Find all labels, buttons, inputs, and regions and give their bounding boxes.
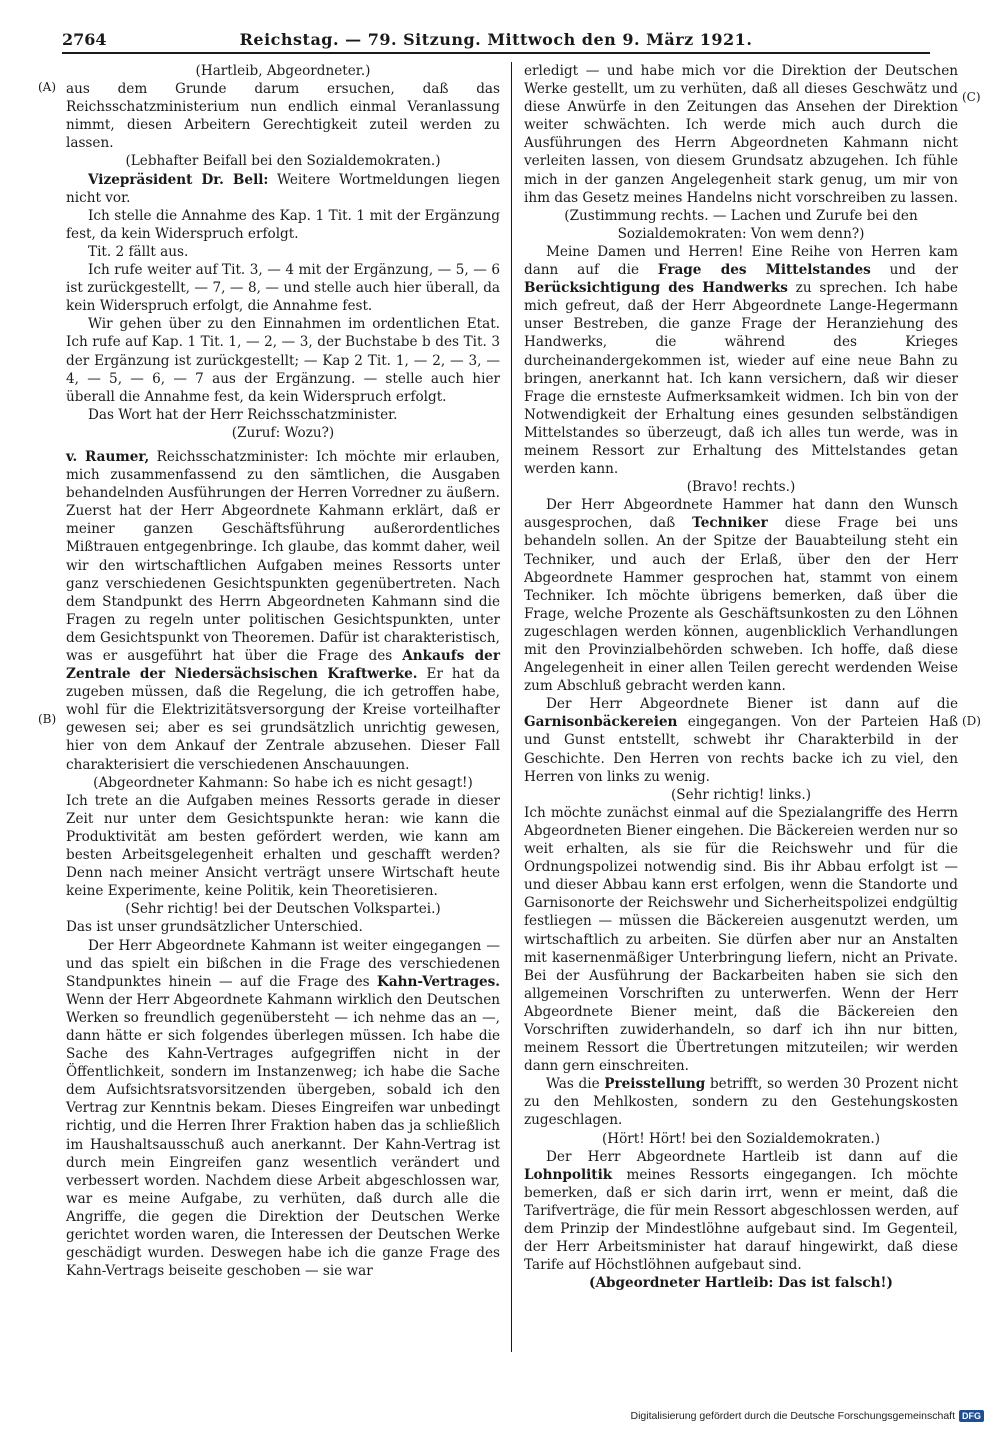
paragraph: aus dem Grunde darum ersuchen, daß das Reichsschatzministerium nun endlich einmal Veranlassung nimmt, diesen Arbeitern Gerechtigkeit zuteil werden zu lassen. [66,81,500,152]
paragraph: Ich stelle die Annahme des Kap. 1 Tit. 1 mit der Ergänzung fest, da kein Widerspruch erfolgt. [66,207,500,242]
emphasis: Berücksichtigung des Handwerks [524,280,788,297]
header-title: Reichstag. — 79. Sitzung. Mittwoch den 9. März 1921. [239,30,753,49]
paragraph: Vizepräsident Dr. Bell: Weitere Wortmeldungen liegen nicht vor. [66,171,500,206]
paragraph: Meine Damen und Herren! Eine Reihe von Herren kam dann auf die Frage des Mittelstandes und der Berücksichtigung des Handwerks zu sprechen. Ich habe mich gefreut, daß der Herr Abgeordnete Lange-Hegermann unser Bestreben, die ganze Frage der Heranziehung des Handwerks, die während des Krieges durcheinandergekommen ist, wieder auf eine neue Bahn zu bringen, anerkannt hat. Ich kann versichern, daß wir dieser Frage die ernsteste Aufmerksamkeit widmen. Ich bin von der Notwendigkeit der Erhaltung eines gesunden selbständigen Mittelstandes so überzeugt, daß ich alles tun werde, was in meinem Ressort zur Erhaltung des Mittelstandes getan werden kann. [524,243,958,478]
paragraph: Der Herr Abgeordnete Hartleib ist dann auf die Lohnpolitik meines Ressorts eingegangen. Ich möchte bemerken, daß er sich darin irrt, wenn er meint, daß die Tarifverträge, die für mein Ressort abgeschlossen werden, auf dem Prinzip der Mindestlöhne aufgebaut sind. Im Gegenteil, der Herr Arbeitsminister hat darauf hingewirkt, daß diese Tarife auf Höchstlöhnen aufgebaut sind. [524,1148,958,1274]
interjection: (Abgeordneter Hartleib: Das ist falsch!) [589,1275,893,1292]
paragraph: erledigt — und habe mich vor die Direktion der Deutschen Werke gestellt, um zu verhüten, daß all dieses Geschwätz und diese Anwürfe in den Zeitungen das Ansehen der Direktion weiter schwächten. Ich werde mich auch durch die Ausführungen des Herrn Abgeordneten Kahmann nicht verleiten lassen, von diesem Grundsatz abzugehen. Ich fühle mich in der ganzen Angelegenheit stark genug, um mir von ihm das Gesetz meines Handelns nicht vorschreiben zu lassen. [524,63,958,206]
margin-marker-a: (A) [38,80,57,94]
dfg-logo-icon: DFG [959,1410,984,1422]
speaker-name: v. Raumer, [66,448,150,465]
paragraph: Ich trete an die Aufgaben meines Ressorts gerade in dieser Zeit nur unter dem Gesichtspunkte heran: wie kann die Produktivität am besten gefördert werden, wie kann am besten Arbeitsgelegenheit erhalten und geschafft werden? Denn nach meiner Ansicht verträgt unsere Wirtschaft heute keine Experimente, keine Politik, kein Theoretisieren. [66,792,500,900]
paragraph: Tit. 2 fällt aus. [88,243,189,260]
emphasis: Frage des Mittelstandes [657,262,871,279]
margin-marker-c: (C) [962,90,981,104]
left-column [66,62,500,1280]
page-number: 2764 [62,30,107,49]
emphasis: Kahn-Vertrages. [377,973,500,990]
paragraph: Das Wort hat der Herr Reichsschatzminister. [88,406,398,423]
margin-marker-b: (B) [38,712,57,726]
emphasis: Lohnpolitik [524,1166,613,1183]
paragraph: v. Raumer, Reichsschatzminister: Ich möchte mir erlauben, mich zusammenfassend zu den sämtlichen, die Ausgaben behandelnden Ausführungen der Herren Vorredner zu äußern. Zuerst hat der Herr Abgeordnete Kahmann erklärt, daß er meiner ganzen Geschäftsführung außerordentliches Mißtrauen entgegenbringe. Ich glaube, das kommt daher, weil wir den wirtschaftlichen Aufgaben meines Ressorts unter ganz verschiedenen Gesichtspunkten gegenübertreten. Nach dem Standpunkt des Herrn Abgeordneten Kahmann sind die Fragen zu regeln unter politischen Gesichtspunkten, unter dem Gesichtspunkt von Theoremen. Dafür ist charakteristisch, was er ausgeführt hat über die Frage des Ankaufs der Zentrale der Niedersächsischen Kraftwerke. Er hat da zugeben müssen, daß die Regelung, die ich getroffen habe, wohl für die Elektrizitätsversorgung der Kreise vorteilhafter gewesen sei; aber es sei grundsätzlich unrichtig gewesen, hier von dem Ankauf der Zentrale abzusehen. Dieser Fall charakterisiert die verschiedenen Anschauungen. [66,448,501,773]
right-column [524,62,958,1292]
paragraph: Der Herr Abgeordnete Biener ist dann auf die Garnisonbäckereien eingegangen. Von der Parteien Haß und Gunst entstellt, schwebt ihr Charakterbild in der Geschichte. Den Herren von rechts backe ich zu viel, den Herren von links zu wenig. [524,696,958,785]
paragraph: Ich möchte zunächst einmal auf die Spezialangriffe des Herrn Abgeordneten Biener eingehen. Die Bäckereien werden nur so weit erhalten, als sie für die Reichswehr und für die Ordnungspolizei notwendig sind. Bis ihr Abbau erfolgt ist — und dieser Abbau kann erst erfolgen, wenn die Standorte und Garnisonorte der Reichswehr und Sicherheitspolizei endgültig festliegen — müssen die Bäckereien ausgenutzt werden, um wirtschaftlich zu arbeiten. Sie dürfen aber nur an Anstalten mit kasernenmäßiger Unterbringung liefern, nicht an Private. Bei der Ausführung der Backarbeiten haben sie sich den allgemeinen Vorschriften zu unterwerfen. Wenn der Herr Abgeordnete Biener meint, daß die Bäckereien den Vorschriften zuwiderhandeln, so darf ich ihn nur bitten, meinem Ressort die Übertretungen mitzuteilen; wir werden dann gern einschreiten. [524,804,958,1075]
footer-credit: Digitalisierung gefördert durch die Deutsche Forschungsgemeinschaft [630,1410,955,1422]
emphasis: Preisstellung [604,1076,706,1093]
page-header [62,28,930,54]
interjection: (Zuruf: Wozu?) [231,424,335,441]
margin-marker-d: (D) [962,714,981,728]
footer [630,1410,984,1422]
interjection: (Sehr richtig! links.) [670,786,812,803]
interjection: (Hört! Hört! bei den Sozialdemokraten.) [601,1130,881,1147]
paragraph: Wir gehen über zu den Einnahmen im ordentlichen Etat. Ich rufe auf Kap. 1 Tit. 1, — 2, — 3, der Buchstabe b des Tit. 3 der Ergänzung ist zurückgestellt; — Kap 2 Tit. 1, — 2, — 3, — 4, — 5, — 6, — 7 aus der Ergänzung. — stelle auch hier überall die Annahme fest, da kein Widerspruch erfolgt. [66,316,500,405]
column-divider [511,62,512,1352]
speaker-name: Vizepräsident Dr. Bell: [88,171,269,188]
interjection: (Bravo! rechts.) [686,479,796,496]
paragraph: Was die Preisstellung betrifft, so werden 30 Prozent nicht zu den Mehlkosten, sondern zu den Gestehungskosten zugeschlagen. [524,1076,959,1129]
emphasis: Techniker [692,515,768,532]
interjection: (Abgeordneter Kahmann: So habe ich es nicht gesagt!) [93,774,473,791]
interjection: (Lebhafter Beifall bei den Sozialdemokraten.) [125,153,441,170]
interjection: (Sehr richtig! bei der Deutschen Volkspartei.) [125,901,441,918]
speaker-continuation: (Hartleib, Abgeordneter.) [195,63,371,79]
emphasis: Ankaufs der Zentrale der Niedersächsischen Kraftwerke. [66,648,500,683]
paragraph: Der Herr Abgeordnete Hammer hat dann den Wunsch ausgesprochen, daß Techniker diese Frage bei uns behandeln sollen. An der Spitze der Bauabteilung steht ein Techniker, und auch der Erlaß, über den der Herr Abgeordnete Hammer gesprochen hat, stammt von einem Techniker. Ich möchte übrigens bemerken, daß über die Frage, welche Prozente als Geschäftsunkosten zu den Löhnen zugeschlagen werden können, augenblicklich Verhandlungen mit den Provinzialbehörden schweben. Ich hoffe, daß diese Angelegenheit in einer allen Teilen gerecht werdenden Weise zum Abschluß gebracht werden kann. [524,497,958,695]
paragraph: Ich rufe weiter auf Tit. 3, — 4 mit der Ergänzung, — 5, — 6 ist zurückgestellt, — 7, — 8, — und stelle auch hier überall, da kein Widerspruch erfolgt, die Annahme fest. [66,262,500,315]
emphasis: Garnisonbäckereien [524,714,678,731]
interjection: (Zustimmung rechts. — Lachen und Zurufe bei den Sozialdemokraten: Von wem denn?) [564,207,918,242]
paragraph: Der Herr Abgeordnete Kahmann ist weiter eingegangen — und das spielt ein bißchen in die Frage des verschiedenen Standpunktes hinein — auf die Frage des Kahn-Vertrages. Wenn der Herr Abgeordnete Kahmann wirklich den Deutschen Werken so freundlich gegenübersteht — ich nehme das an —, dann hätte er sich folgendes überlegen müssen. Ich habe die Sache des Kahn-Vertrages aufgegriffen nicht in der Öffentlichkeit, sondern im Instanzenweg; ich habe die Sache dem Aufsichtsratsvorsitzenden übergeben, sobald ich den Vertrag zur Kenntnis bekam. Dieses Eingreifen war unbedingt richtig, und die Herren Ihrer Fraktion haben das ja schließlich im Haushaltsausschuß auch anerkannt. Der Kahn-Vertrag ist durch mein Eingreifen ganz wesentlich verändert und verbessert worden. Nachdem diese Arbeit abgeschlossen war, war es meine Aufgabe, zu verhüten, daß durch alle die Angriffe, die gegen die Direktion der Deutschen Werke gerichtet worden waren, die Interessen der Deutschen Werke geschädigt wurden. Deswegen habe ich die ganze Frage des Kahn-Vertrags beiseite geschoben — sie war [66,937,500,1280]
paragraph: Das ist unser grundsätzlicher Unterschied. [66,919,363,936]
